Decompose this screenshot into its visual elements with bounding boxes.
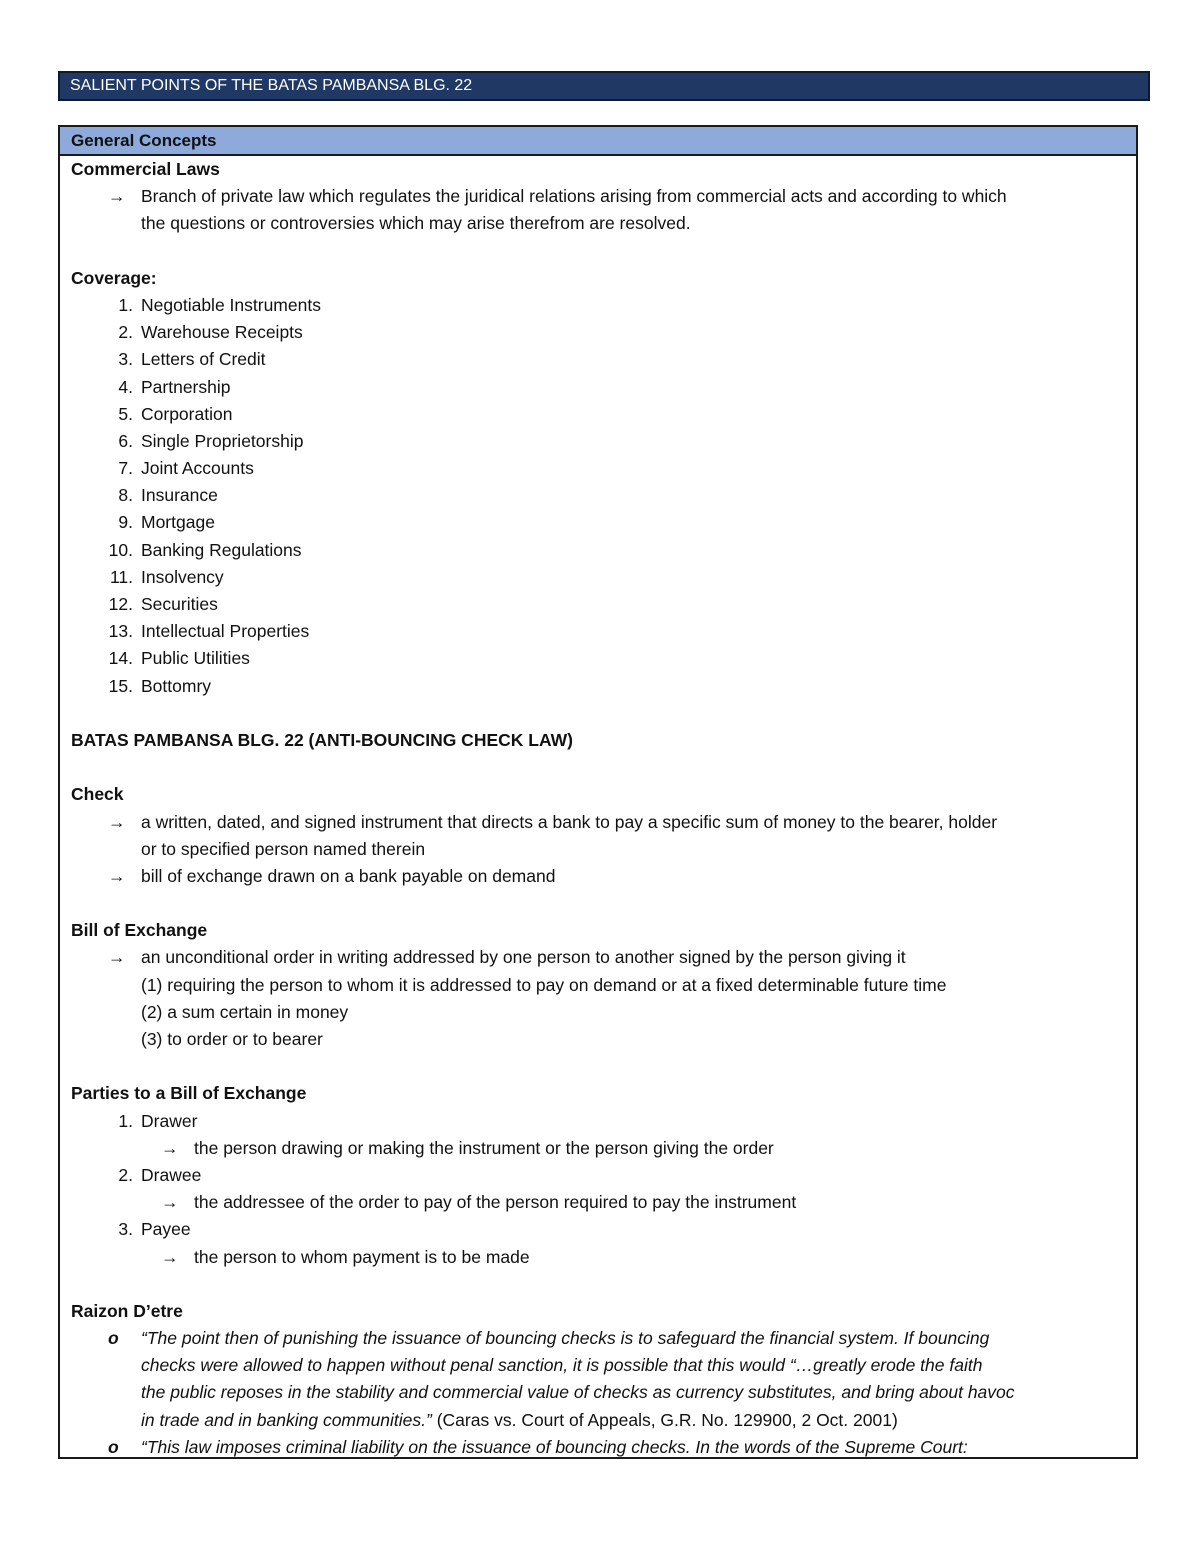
arrow-icon: → bbox=[161, 1192, 179, 1213]
party-label: Drawer bbox=[141, 1110, 198, 1131]
list-number: 12. bbox=[108, 594, 133, 614]
list-item bbox=[71, 591, 1124, 618]
list-label: Letters of Credit bbox=[141, 349, 266, 370]
bill-heading: Bill of Exchange bbox=[71, 920, 208, 941]
list-number: 9. bbox=[118, 512, 133, 533]
list-label: Corporation bbox=[141, 403, 233, 424]
party-item bbox=[71, 1216, 1124, 1243]
def-line: an unconditional order in writing addressed by one person to another signed by the person giving it bbox=[141, 947, 906, 968]
list-number: 11. bbox=[109, 566, 133, 587]
def-line: a written, dated, and signed instrument that directs a bank to pay a specific sum of money to the bearer, holder bbox=[141, 811, 998, 832]
parties-heading: Parties to a Bill of Exchange bbox=[71, 1083, 307, 1104]
list-label: Single Proprietorship bbox=[141, 430, 304, 451]
list-item bbox=[71, 509, 1124, 536]
list-label: Mortgage bbox=[141, 512, 215, 533]
list-number: 8. bbox=[118, 485, 133, 506]
bill-req-1: (1) requiring the person to whom it is addressed to pay on demand or at a fixed determinable future time bbox=[141, 974, 947, 995]
coverage-heading: Coverage: bbox=[71, 267, 157, 288]
bill-req-3: (3) to order or to bearer bbox=[141, 1029, 323, 1049]
quote-line: the public reposes in the stability and commercial value of checks as currency substitutes, and bring about havoc bbox=[141, 1382, 1015, 1403]
bill-def bbox=[71, 944, 1124, 971]
commercial-laws-def bbox=[71, 183, 1124, 210]
list-number: 1. bbox=[118, 1110, 133, 1131]
commercial-laws-heading: Commercial Laws bbox=[71, 159, 220, 179]
list-item bbox=[71, 673, 1124, 700]
arrow-icon: → bbox=[108, 811, 126, 832]
list-number: 15. bbox=[108, 675, 133, 696]
list-label: Bottomry bbox=[141, 675, 212, 696]
list-item bbox=[71, 401, 1124, 428]
list-item bbox=[71, 319, 1124, 346]
list-item bbox=[71, 374, 1124, 401]
list-item bbox=[71, 346, 1124, 373]
party-desc-text: the person to whom payment is to be made bbox=[194, 1246, 530, 1267]
check-heading: Check bbox=[71, 784, 124, 805]
arrow-icon: → bbox=[108, 865, 126, 886]
quote-end: in trade and in banking communities.” bbox=[141, 1409, 432, 1430]
list-item bbox=[71, 292, 1124, 319]
list-number: 3. bbox=[118, 349, 133, 370]
content-body bbox=[60, 156, 1136, 1461]
list-number: 6. bbox=[118, 430, 133, 451]
list-label: Warehouse Receipts bbox=[141, 322, 303, 343]
coverage-list bbox=[71, 292, 1124, 700]
list-item bbox=[71, 645, 1124, 672]
list-number: 2. bbox=[118, 322, 133, 343]
parties-list bbox=[71, 1108, 1124, 1271]
list-number: 14. bbox=[108, 648, 133, 669]
list-label: Insolvency bbox=[141, 566, 224, 587]
list-number: 10. bbox=[108, 539, 133, 560]
list-label: Joint Accounts bbox=[141, 458, 254, 479]
list-label: Public Utilities bbox=[141, 648, 250, 669]
def-continuation: or to specified person named therein bbox=[141, 838, 426, 859]
party-label: Drawee bbox=[141, 1164, 202, 1185]
list-item bbox=[71, 455, 1124, 482]
general-concepts-box bbox=[58, 125, 1138, 1459]
list-label: Negotiable Instruments bbox=[141, 294, 321, 315]
raison-heading: Raizon D’etre bbox=[71, 1300, 183, 1321]
section-header: General Concepts bbox=[60, 127, 1136, 156]
party-description bbox=[71, 1244, 1124, 1271]
bill-req-2: (2) a sum certain in money bbox=[141, 1001, 349, 1022]
bullet-icon: o bbox=[108, 1328, 119, 1349]
bp22-heading: BATAS PAMBANSA BLG. 22 (ANTI-BOUNCING CHECK LAW) bbox=[71, 729, 573, 750]
list-item bbox=[71, 564, 1124, 591]
quote-line: checks were allowed to happen without penal sanction, it is possible that this would “…greatly erode the faith bbox=[141, 1355, 983, 1376]
def-line: bill of exchange drawn on a bank payable on demand bbox=[141, 865, 556, 886]
def-continuation: the questions or controversies which may arise therefrom are resolved. bbox=[141, 213, 691, 234]
list-number: 7. bbox=[118, 458, 133, 479]
quote-line: “This law imposes criminal liability on the issuance of bouncing checks. In the words of the Supreme Court: bbox=[141, 1436, 968, 1457]
page-title: SALIENT POINTS OF THE BATAS PAMBANSA BLG. 22 bbox=[58, 71, 1150, 101]
list-label: Banking Regulations bbox=[141, 539, 302, 560]
party-description bbox=[71, 1189, 1124, 1216]
party-label: Payee bbox=[141, 1219, 191, 1240]
bullet-icon: o bbox=[108, 1436, 119, 1457]
arrow-icon: → bbox=[161, 1246, 179, 1267]
list-number: 5. bbox=[118, 403, 133, 424]
arrow-icon: → bbox=[108, 947, 126, 968]
list-number: 1. bbox=[118, 294, 133, 315]
list-label: Intellectual Properties bbox=[141, 621, 310, 642]
party-description bbox=[71, 1135, 1124, 1162]
quote-line: “The point then of punishing the issuance of bouncing checks is to safeguard the financial system. If bouncing bbox=[141, 1328, 990, 1349]
list-item bbox=[71, 537, 1124, 564]
list-label: Securities bbox=[141, 594, 218, 614]
list-item bbox=[71, 618, 1124, 645]
party-desc-text: the person drawing or making the instrument or the person giving the order bbox=[194, 1137, 774, 1158]
party-item bbox=[71, 1108, 1124, 1135]
party-desc-text: the addressee of the order to pay of the person required to pay the instrument bbox=[194, 1192, 797, 1213]
check-def-2 bbox=[71, 863, 1124, 890]
def-line: Branch of private law which regulates the juridical relations arising from commercial acts and according to which bbox=[141, 186, 1007, 207]
list-item bbox=[71, 428, 1124, 455]
arrow-icon: → bbox=[108, 186, 126, 207]
list-label: Insurance bbox=[141, 485, 218, 506]
list-number: 13. bbox=[108, 621, 133, 642]
arrow-icon: → bbox=[161, 1137, 179, 1158]
list-number: 4. bbox=[118, 376, 133, 397]
list-number: 3. bbox=[118, 1219, 133, 1240]
list-number: 2. bbox=[118, 1164, 133, 1185]
list-label: Partnership bbox=[141, 376, 231, 397]
party-item bbox=[71, 1162, 1124, 1189]
case-citation: (Caras vs. Court of Appeals, G.R. No. 129900, 2 Oct. 2001) bbox=[431, 1409, 898, 1430]
quote-2 bbox=[71, 1434, 1124, 1461]
quote-line-last bbox=[71, 1407, 1124, 1434]
check-def-1 bbox=[71, 809, 1124, 836]
quote-1 bbox=[71, 1325, 1124, 1352]
list-item bbox=[71, 482, 1124, 509]
